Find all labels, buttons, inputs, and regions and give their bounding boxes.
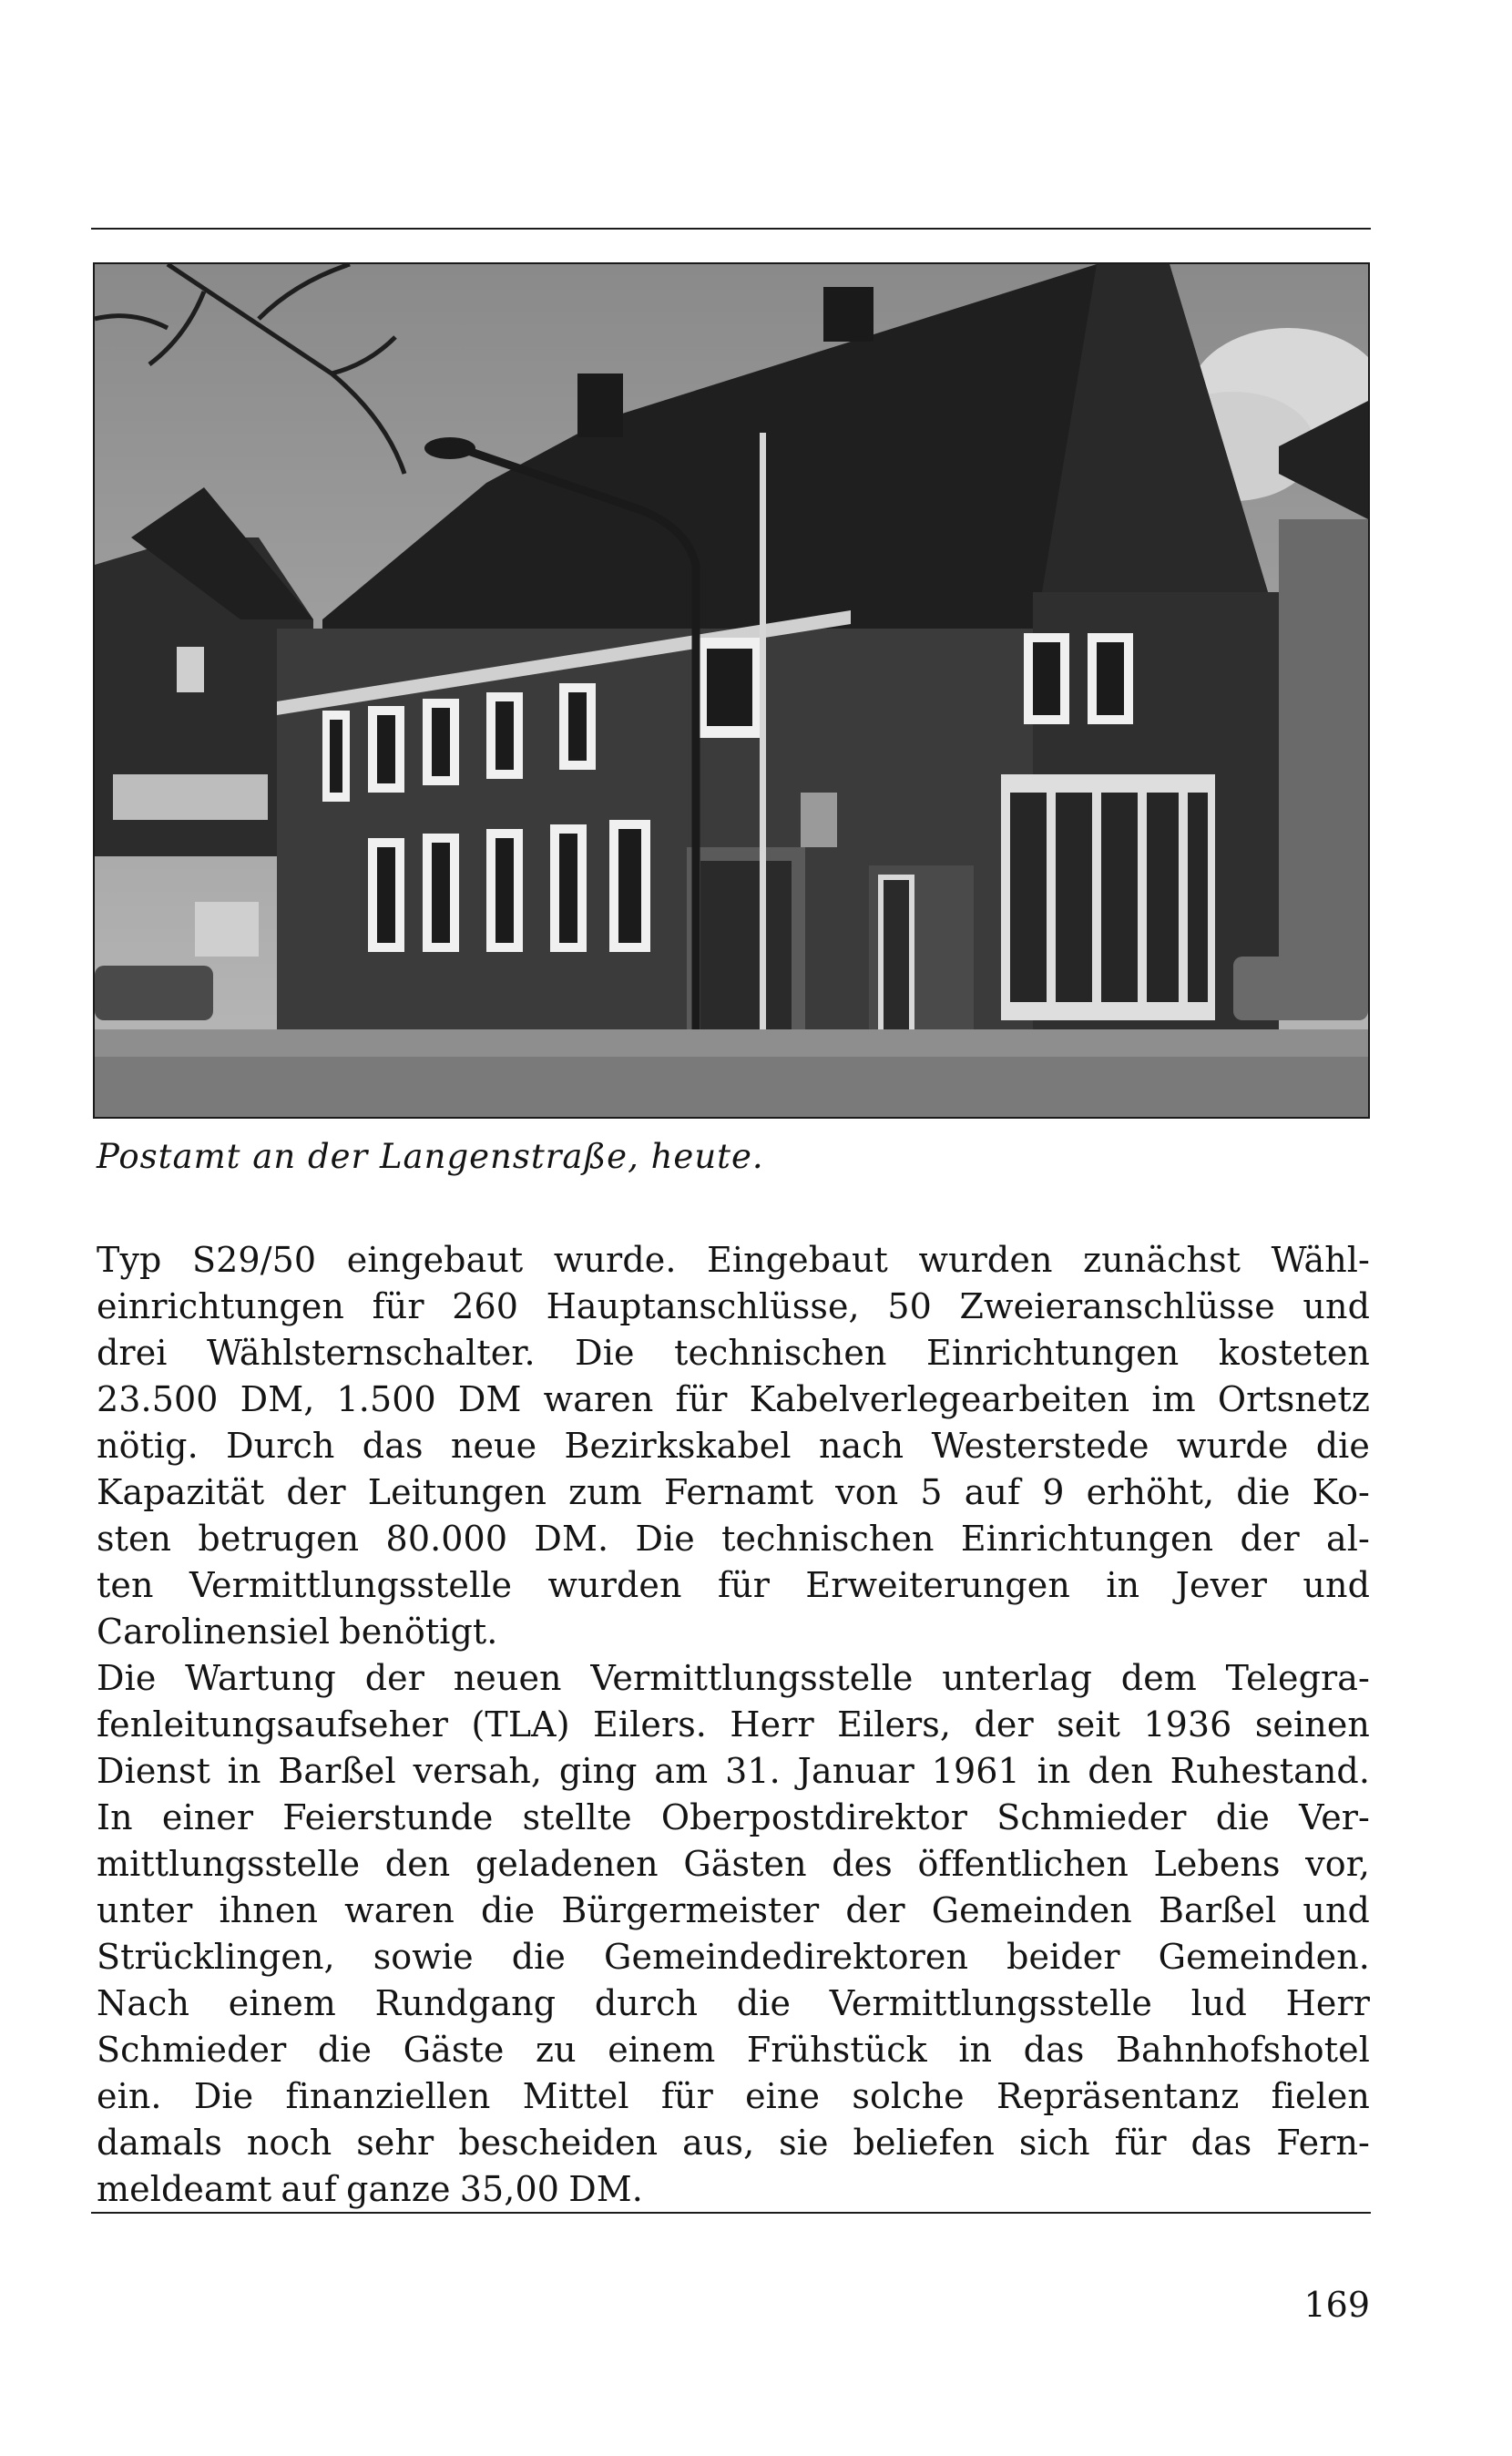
text-line: drei Wählsternschalter. Die technischen Einrichtungen kosteten	[97, 1333, 1370, 1373]
text-line: nötig. Durch das neue Bezirkskabel nach Westerstede wurde die	[97, 1426, 1370, 1466]
photo-caption: Postamt an der Langenstraße, heute.	[97, 1137, 764, 1176]
footer-rule	[91, 2212, 1371, 2214]
text-line: mittlungsstelle den geladenen Gästen des öffentlichen Lebens vor,	[97, 1844, 1370, 1884]
text-line: In einer Feierstunde stellte Oberpostdirektor Schmieder die Ver-	[97, 1797, 1370, 1837]
text-line: fenleitungsaufseher (TLA) Eilers. Herr Eilers, der seit 1936 seinen	[97, 1704, 1370, 1745]
text-line: Nach einem Rundgang durch die Vermittlungsstelle lud Herr	[97, 1983, 1370, 2023]
text-line: einrichtungen für 260 Hauptanschlüsse, 50 Zweieranschlüsse und	[97, 1286, 1370, 1326]
header-rule	[91, 228, 1371, 230]
post-office-photo	[95, 264, 1368, 1117]
text-line: Dienst in Barßel versah, ging am 31. Januar 1961 in den Ruhestand.	[97, 1751, 1370, 1791]
text-line: meldeamt auf ganze 35,00 DM.	[97, 2169, 643, 2209]
text-line: Schmieder die Gäste zu einem Frühstück in das Bahnhofshotel	[97, 2030, 1370, 2070]
page-number: 169	[1303, 2285, 1370, 2325]
text-line: Die Wartung der neuen Vermittlungsstelle unterlag dem Telegra-	[97, 1658, 1370, 1698]
text-line: Kapazität der Leitungen zum Fernamt von 5 auf 9 erhöht, die Ko-	[97, 1472, 1370, 1512]
text-line: unter ihnen waren die Bürgermeister der Gemeinden Barßel und	[97, 1890, 1370, 1930]
text-line: sten betrugen 80.000 DM. Die technischen Einrichtungen der al-	[97, 1519, 1370, 1559]
text-line: Typ S29/50 eingebaut wurde. Eingebaut wurden zunächst Wähl-	[97, 1240, 1370, 1280]
text-line: ein. Die finanziellen Mittel für eine solche Repräsentanz fielen	[97, 2076, 1370, 2116]
text-line: damals noch sehr bescheiden aus, sie beliefen sich für das Fern-	[97, 2123, 1370, 2163]
text-line: Strücklingen, sowie die Gemeindedirektoren beider Gemeinden.	[97, 1937, 1370, 1977]
post-office-photo-illustration	[95, 264, 1368, 1117]
body-text	[97, 1237, 1370, 2213]
text-line: 23.500 DM, 1.500 DM waren für Kabelverlegearbeiten im Ortsnetz	[97, 1379, 1370, 1419]
text-line: Carolinensiel benötigt.	[97, 1612, 498, 1652]
text-line: ten Vermittlungsstelle wurden für Erweiterungen in Jever und	[97, 1565, 1370, 1605]
